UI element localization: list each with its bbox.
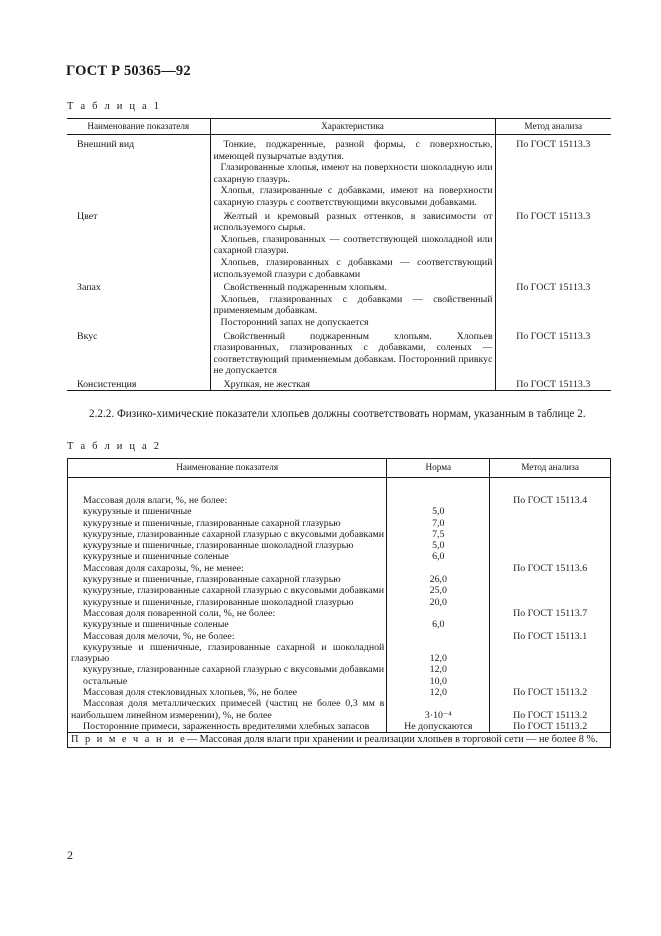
table2-caption: Т а б л и ц а 2 (67, 441, 162, 452)
method-cell: По ГОСТ 15113.3 (495, 377, 611, 391)
table-row (67, 377, 611, 391)
norm-value (387, 631, 490, 642)
norm-value: 26,0 (387, 574, 490, 585)
table1-header-method: Метод анализа (495, 119, 611, 135)
table1 (67, 118, 611, 391)
method-cell: По ГОСТ 15113.7 (513, 607, 588, 619)
method-cell: По ГОСТ 15113.4 (513, 495, 588, 506)
table2-header-method: Метод анализа (490, 459, 611, 478)
table-row (68, 676, 611, 687)
table-row (68, 631, 611, 642)
indicator-name: Массовая доля влаги, %, не более: (83, 495, 228, 506)
method-cell (490, 619, 611, 630)
indicator-name: кукурузные и пшеничные, глазированные сахарной и шоколадной глазурью (71, 641, 385, 665)
method-cell (490, 642, 611, 665)
method-cell: По ГОСТ 15113.6 (513, 562, 588, 574)
table1-header-name: Наименование показателя (67, 119, 210, 135)
norm-value: 5,0 (387, 540, 490, 551)
indicator-name: Массовая доля металлических примесей (частиц не более 0,3 мм в наибольшем линейном измерении), %, не более (71, 698, 385, 721)
table2-header-norm: Норма (387, 459, 490, 478)
norm-value (387, 608, 490, 619)
table-row (68, 540, 611, 551)
method-cell (490, 676, 611, 687)
table-row (68, 551, 611, 562)
method-cell (490, 551, 611, 562)
indicator-name: кукурузные и пшеничные (83, 506, 192, 518)
indicator-name: кукурузные, глазированные сахарной глазурью с вкусовыми добавками (83, 664, 385, 676)
indicator-name: Массовая доля поваренной соли, %, не более: (83, 607, 276, 619)
indicator-name: кукурузные, глазированные сахарной глазурью с вкусовыми добавками (83, 528, 385, 540)
method-cell: По ГОСТ 15113.2 (513, 720, 588, 732)
table-row (68, 529, 611, 540)
document-header: ГОСТ Р 50365—92 (66, 63, 191, 79)
characteristic-cell (210, 377, 495, 391)
indicator-name: остальные (83, 675, 128, 687)
table-row (68, 574, 611, 585)
table-row (68, 721, 611, 733)
method-cell (490, 540, 611, 551)
table-row (67, 209, 611, 281)
method-cell (490, 597, 611, 608)
norm-value (387, 478, 490, 507)
table-row (67, 135, 611, 209)
indicator-name: Массовая доля мелочи, %, не более: (83, 630, 235, 642)
characteristic-text: Свойственный поджаренным хлопьям. (223, 282, 387, 294)
table1-caption: Т а б л и ц а 1 (67, 101, 162, 112)
norm-value: 3·10⁻⁴ (387, 698, 490, 721)
method-cell (490, 506, 611, 517)
indicator-name: кукурузные и пшеничные, глазированные шоколадной глазурью (83, 596, 354, 608)
note-text: — Массовая доля влаги при хранении и реализации хлопьев в торговой сети — не более 8 %. (186, 734, 598, 746)
table-row (67, 280, 611, 328)
table-row (68, 619, 611, 630)
indicator-name: Запах (77, 282, 101, 294)
characteristic-cell (210, 329, 495, 377)
norm-value: 12,0 (387, 664, 490, 675)
method-cell: По ГОСТ 15113.2 (513, 687, 588, 699)
table1-header-characteristic: Характеристика (210, 119, 495, 135)
characteristic-text: Желтый и кремовый разных оттенков, в зависимости от используемого сырья. (213, 210, 493, 234)
characteristic-text: Посторонний запах не допускается (220, 316, 369, 328)
indicator-name: Внешний вид (77, 139, 135, 150)
table2-header-name: Наименование показателя (68, 459, 387, 478)
table-row (67, 329, 611, 377)
characteristic-text: Хлопьев, глазированных — соответствующей шоколадной или сахарной глазури. (213, 233, 493, 257)
norm-value: Не допускаются (387, 721, 490, 733)
table-row (68, 585, 611, 596)
norm-value (387, 563, 490, 574)
table2 (67, 458, 611, 748)
norm-value: 20,0 (387, 597, 490, 608)
table-row (68, 518, 611, 529)
norm-value: 12,0 (387, 642, 490, 665)
indicator-name: кукурузные и пшеничные соленые (83, 551, 229, 563)
norm-value: 7,0 (387, 518, 490, 529)
table-row (68, 608, 611, 619)
method-cell (490, 664, 611, 675)
characteristic-cell (210, 135, 495, 209)
table-row (68, 563, 611, 574)
norm-value: 6,0 (387, 619, 490, 630)
method-cell: По ГОСТ 15113.3 (516, 282, 591, 294)
body-paragraph: 2.2.2. Физико-химические показатели хлопьев должны соответствовать нормам, указанным в таблице 2. (89, 408, 586, 420)
norm-value: 12,0 (387, 687, 490, 698)
indicator-name: Массовая доля стекловидных хлопьев, %, не более (83, 687, 298, 699)
indicator-name: кукурузные и пшеничные, глазированные сахарной глазурью (83, 517, 341, 529)
norm-value: 5,0 (387, 506, 490, 517)
indicator-name: кукурузные и пшеничные, глазированные шоколадной глазурью (83, 540, 354, 552)
norm-value: 6,0 (387, 551, 490, 562)
method-cell (490, 529, 611, 540)
norm-value: 10,0 (387, 676, 490, 687)
characteristic-text: Хлопьев, глазированных с добавками — свойственный применяемым добавкам. (213, 293, 493, 317)
method-cell: По ГОСТ 15113.3 (516, 330, 591, 342)
table-row (68, 687, 611, 698)
indicator-name: Цвет (77, 210, 98, 222)
method-cell: По ГОСТ 15113.1 (513, 630, 588, 642)
characteristic-text: Хрупкая, не жесткая (223, 378, 310, 390)
characteristic-cell (210, 280, 495, 328)
indicator-name: кукурузные и пшеничные, глазированные сахарной глазурью (83, 574, 341, 586)
page-number: 2 (67, 848, 73, 862)
table-row (68, 698, 611, 721)
method-cell: По ГОСТ 15113.3 (516, 210, 591, 222)
indicator-name: Консистенция (67, 377, 210, 391)
characteristic-text: Тонкие, поджаренные, разной формы, с поверхностью, имеющей пузырчатые вздутия. (213, 139, 493, 162)
method-cell: По ГОСТ 15113.2 (513, 709, 588, 721)
table-note-row (68, 733, 611, 747)
method-cell (490, 585, 611, 596)
indicator-name: кукурузные, глазированные сахарной глазурью с вкусовыми добавками (83, 585, 385, 597)
norm-value: 25,0 (387, 585, 490, 596)
characteristic-text: Хлопьев, глазированных с добавками — соответствующий используемой глазури с добавками (213, 256, 493, 280)
table-row (68, 664, 611, 675)
method-cell (490, 574, 611, 585)
table-row (68, 642, 611, 665)
characteristic-text: Свойственный поджаренным хлопьям. Хлопьев глазированных, глазированных с добавками, соленых — соответствующий применяемым добавкам. Посторонний привкус не допускается (213, 330, 493, 377)
method-cell: По ГОСТ 15113.3 (516, 139, 591, 150)
table-row (68, 506, 611, 517)
table-row (68, 478, 611, 507)
indicator-name: Вкус (77, 330, 98, 342)
table-row (68, 597, 611, 608)
indicator-name: Посторонние примеси, зараженность вредителями хлебных запасов (83, 720, 370, 732)
characteristic-text: Хлопья, глазированные с добавками, имеют на поверхности сахарную глазурь с соответствующими вкусовыми добавками. (213, 185, 493, 208)
table-note (68, 733, 611, 747)
characteristic-text: Глазированные хлопья, имеют на поверхности шоколадную или сахарную глазурь. (213, 162, 493, 185)
method-cell (490, 518, 611, 529)
characteristic-cell (210, 209, 495, 281)
indicator-name: кукурузные и пшеничные соленые (83, 619, 229, 631)
note-label: П р и м е ч а н и е (71, 734, 187, 746)
norm-value: 7,5 (387, 529, 490, 540)
indicator-name: Массовая доля сахарозы, %, не менее: (83, 562, 244, 574)
